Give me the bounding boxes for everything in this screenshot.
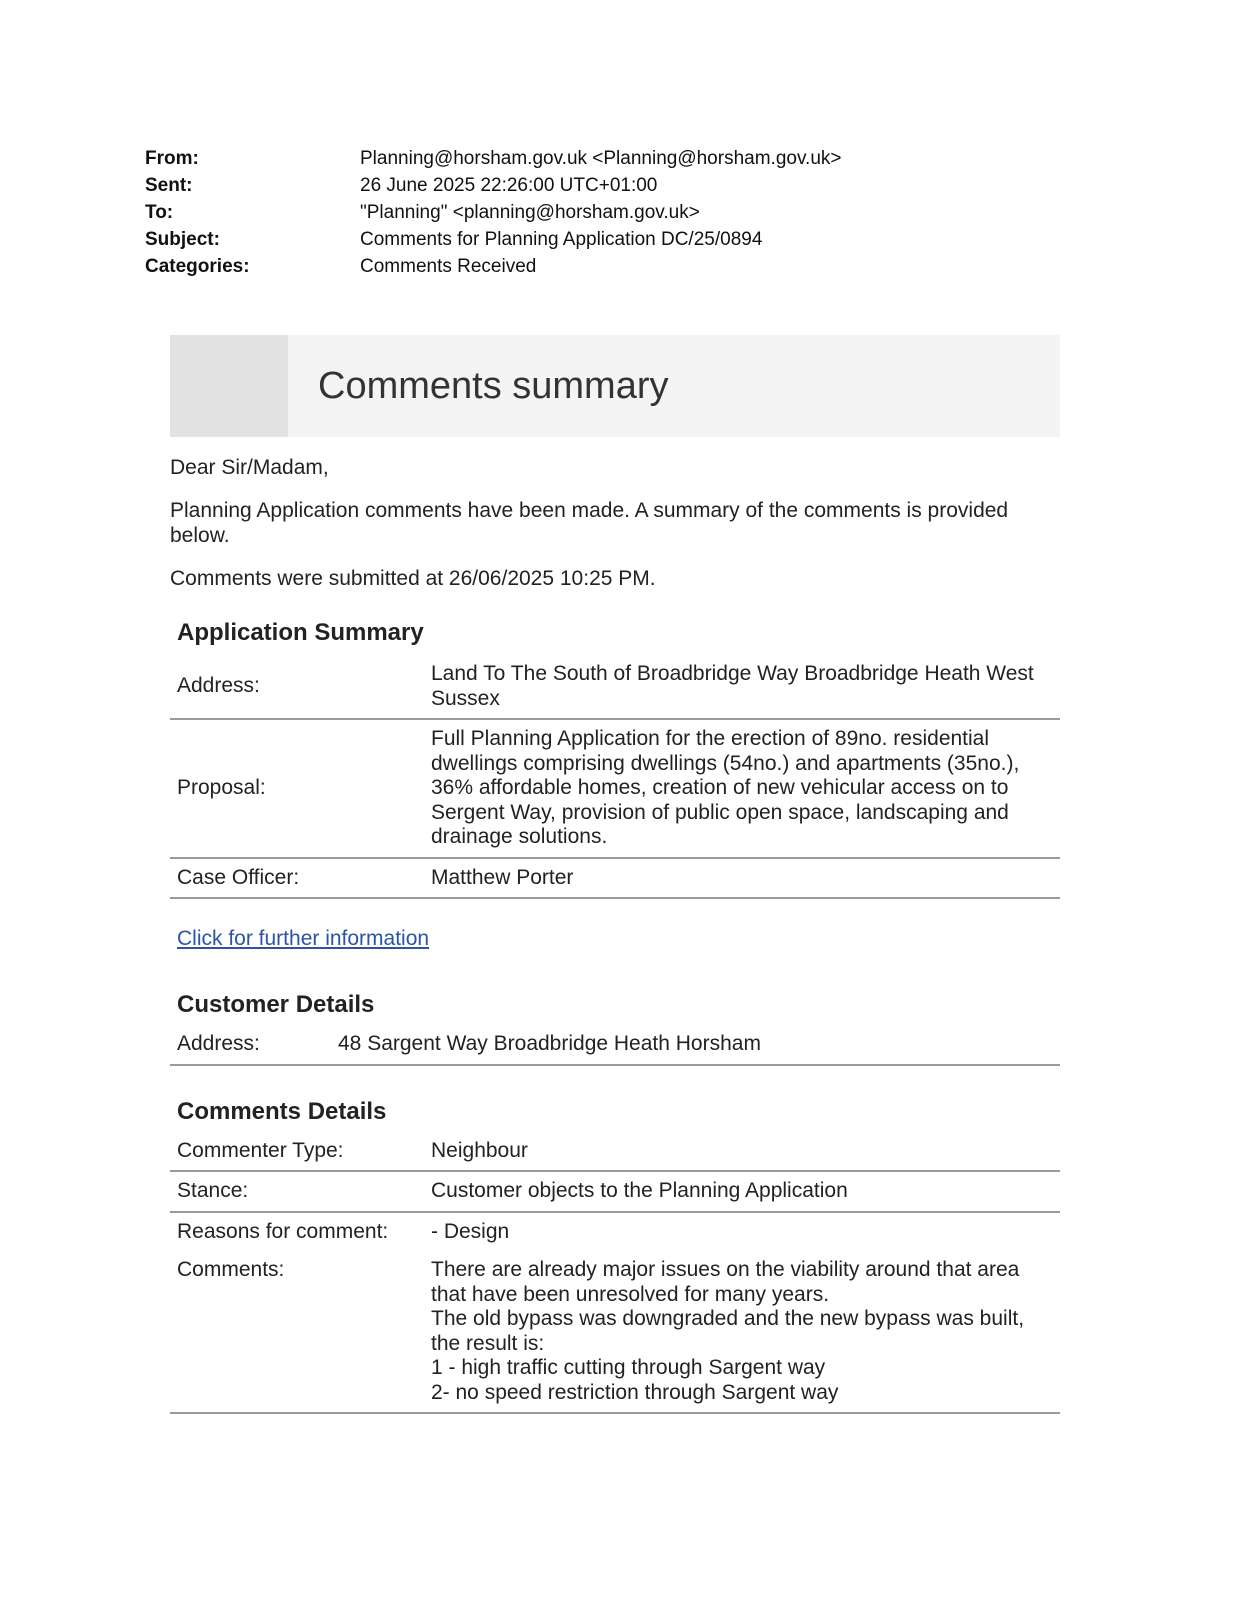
reasons-label: Reasons for comment: — [177, 1219, 389, 1243]
from-label: From: — [145, 147, 199, 169]
customer-details-table — [170, 1025, 1060, 1066]
categories-row — [145, 253, 1045, 280]
to-row — [145, 199, 1045, 226]
sent-row — [145, 172, 1045, 199]
comments-value — [424, 1251, 1060, 1413]
customer-details-heading: Customer Details — [177, 991, 375, 1018]
email-header — [145, 145, 1045, 280]
sent-value: 26 June 2025 22:26:00 UTC+01:00 — [360, 174, 658, 196]
stance-label: Stance: — [170, 1171, 424, 1212]
comments-summary-banner — [170, 335, 1060, 437]
application-summary-table — [170, 655, 1060, 899]
table-row — [170, 1171, 1060, 1212]
table-row — [170, 858, 1060, 899]
comment-line: There are already major issues on the viability around that area that have been unresolved for many years. — [431, 1258, 1020, 1306]
customer-address-label: Address: — [170, 1025, 331, 1065]
address-value: Land To The South of Broadbridge Way Broadbridge Heath West Sussex — [424, 655, 1060, 719]
customer-address-value: 48 Sargent Way Broadbridge Heath Horsham — [331, 1025, 1060, 1065]
subject-row — [145, 226, 1045, 253]
proposal-value: Full Planning Application for the erection of 89no. residential dwellings comprising dwellings (54no.) and apartments (35no.), 36% affordable homes, creation of new vehicular access on to Sergent Way, provision of public open space, landscaping and drainage solutions. — [424, 719, 1060, 858]
to-value: "Planning" <planning@horsham.gov.uk> — [360, 201, 700, 223]
further-info — [170, 927, 1060, 951]
from-value: Planning@horsham.gov.uk <Planning@horsham.gov.uk> — [360, 147, 842, 169]
comments-details-table — [170, 1132, 1060, 1415]
comments-details-heading: Comments Details — [177, 1097, 387, 1125]
subject-value: Comments for Planning Application DC/25/0894 — [360, 228, 763, 250]
subject-label: Subject: — [145, 228, 220, 250]
table-row — [170, 1132, 1060, 1172]
table-row — [170, 719, 1060, 858]
table-row — [170, 655, 1060, 719]
address-label: Address: — [170, 655, 424, 719]
categories-value: Comments Received — [360, 255, 537, 277]
comment-line: 2- no speed restriction through Sargent way — [431, 1380, 839, 1404]
application-summary-heading: Application Summary — [177, 619, 424, 646]
from-row — [145, 145, 1045, 172]
table-row — [170, 1212, 1060, 1252]
table-row — [170, 1251, 1060, 1413]
commenter-type-value: Neighbour — [424, 1132, 1060, 1172]
banner-side-block — [170, 335, 288, 437]
comment-line: 1 - high traffic cutting through Sargent way — [431, 1356, 826, 1379]
banner-main — [288, 335, 1060, 437]
case-officer-value: Matthew Porter — [424, 858, 1060, 899]
banner-title: Comments summary — [318, 364, 669, 407]
sent-label: Sent: — [145, 174, 193, 196]
to-label: To: — [145, 201, 174, 223]
table-row — [170, 1025, 1060, 1065]
submitted-time: Comments were submitted at 26/06/2025 10:25 PM. — [170, 567, 656, 590]
categories-label: Categories: — [145, 255, 250, 277]
commenter-type-label: Commenter Type: — [170, 1132, 424, 1172]
further-information-link[interactable]: Click for further information — [177, 927, 430, 950]
comments-label: Comments: — [170, 1251, 424, 1413]
comment-line: The old bypass was downgraded and the new bypass was built, the result is: — [431, 1307, 1025, 1355]
intro-message: Planning Application comments have been made. A summary of the comments is provided below. — [170, 499, 1009, 547]
proposal-label: Proposal: — [170, 719, 424, 858]
greeting: Dear Sir/Madam, — [170, 456, 329, 479]
case-officer-label: Case Officer: — [170, 858, 424, 899]
stance-value: Customer objects to the Planning Application — [424, 1171, 1060, 1212]
reasons-value: - Design — [431, 1219, 510, 1243]
email-body — [170, 455, 1060, 1414]
